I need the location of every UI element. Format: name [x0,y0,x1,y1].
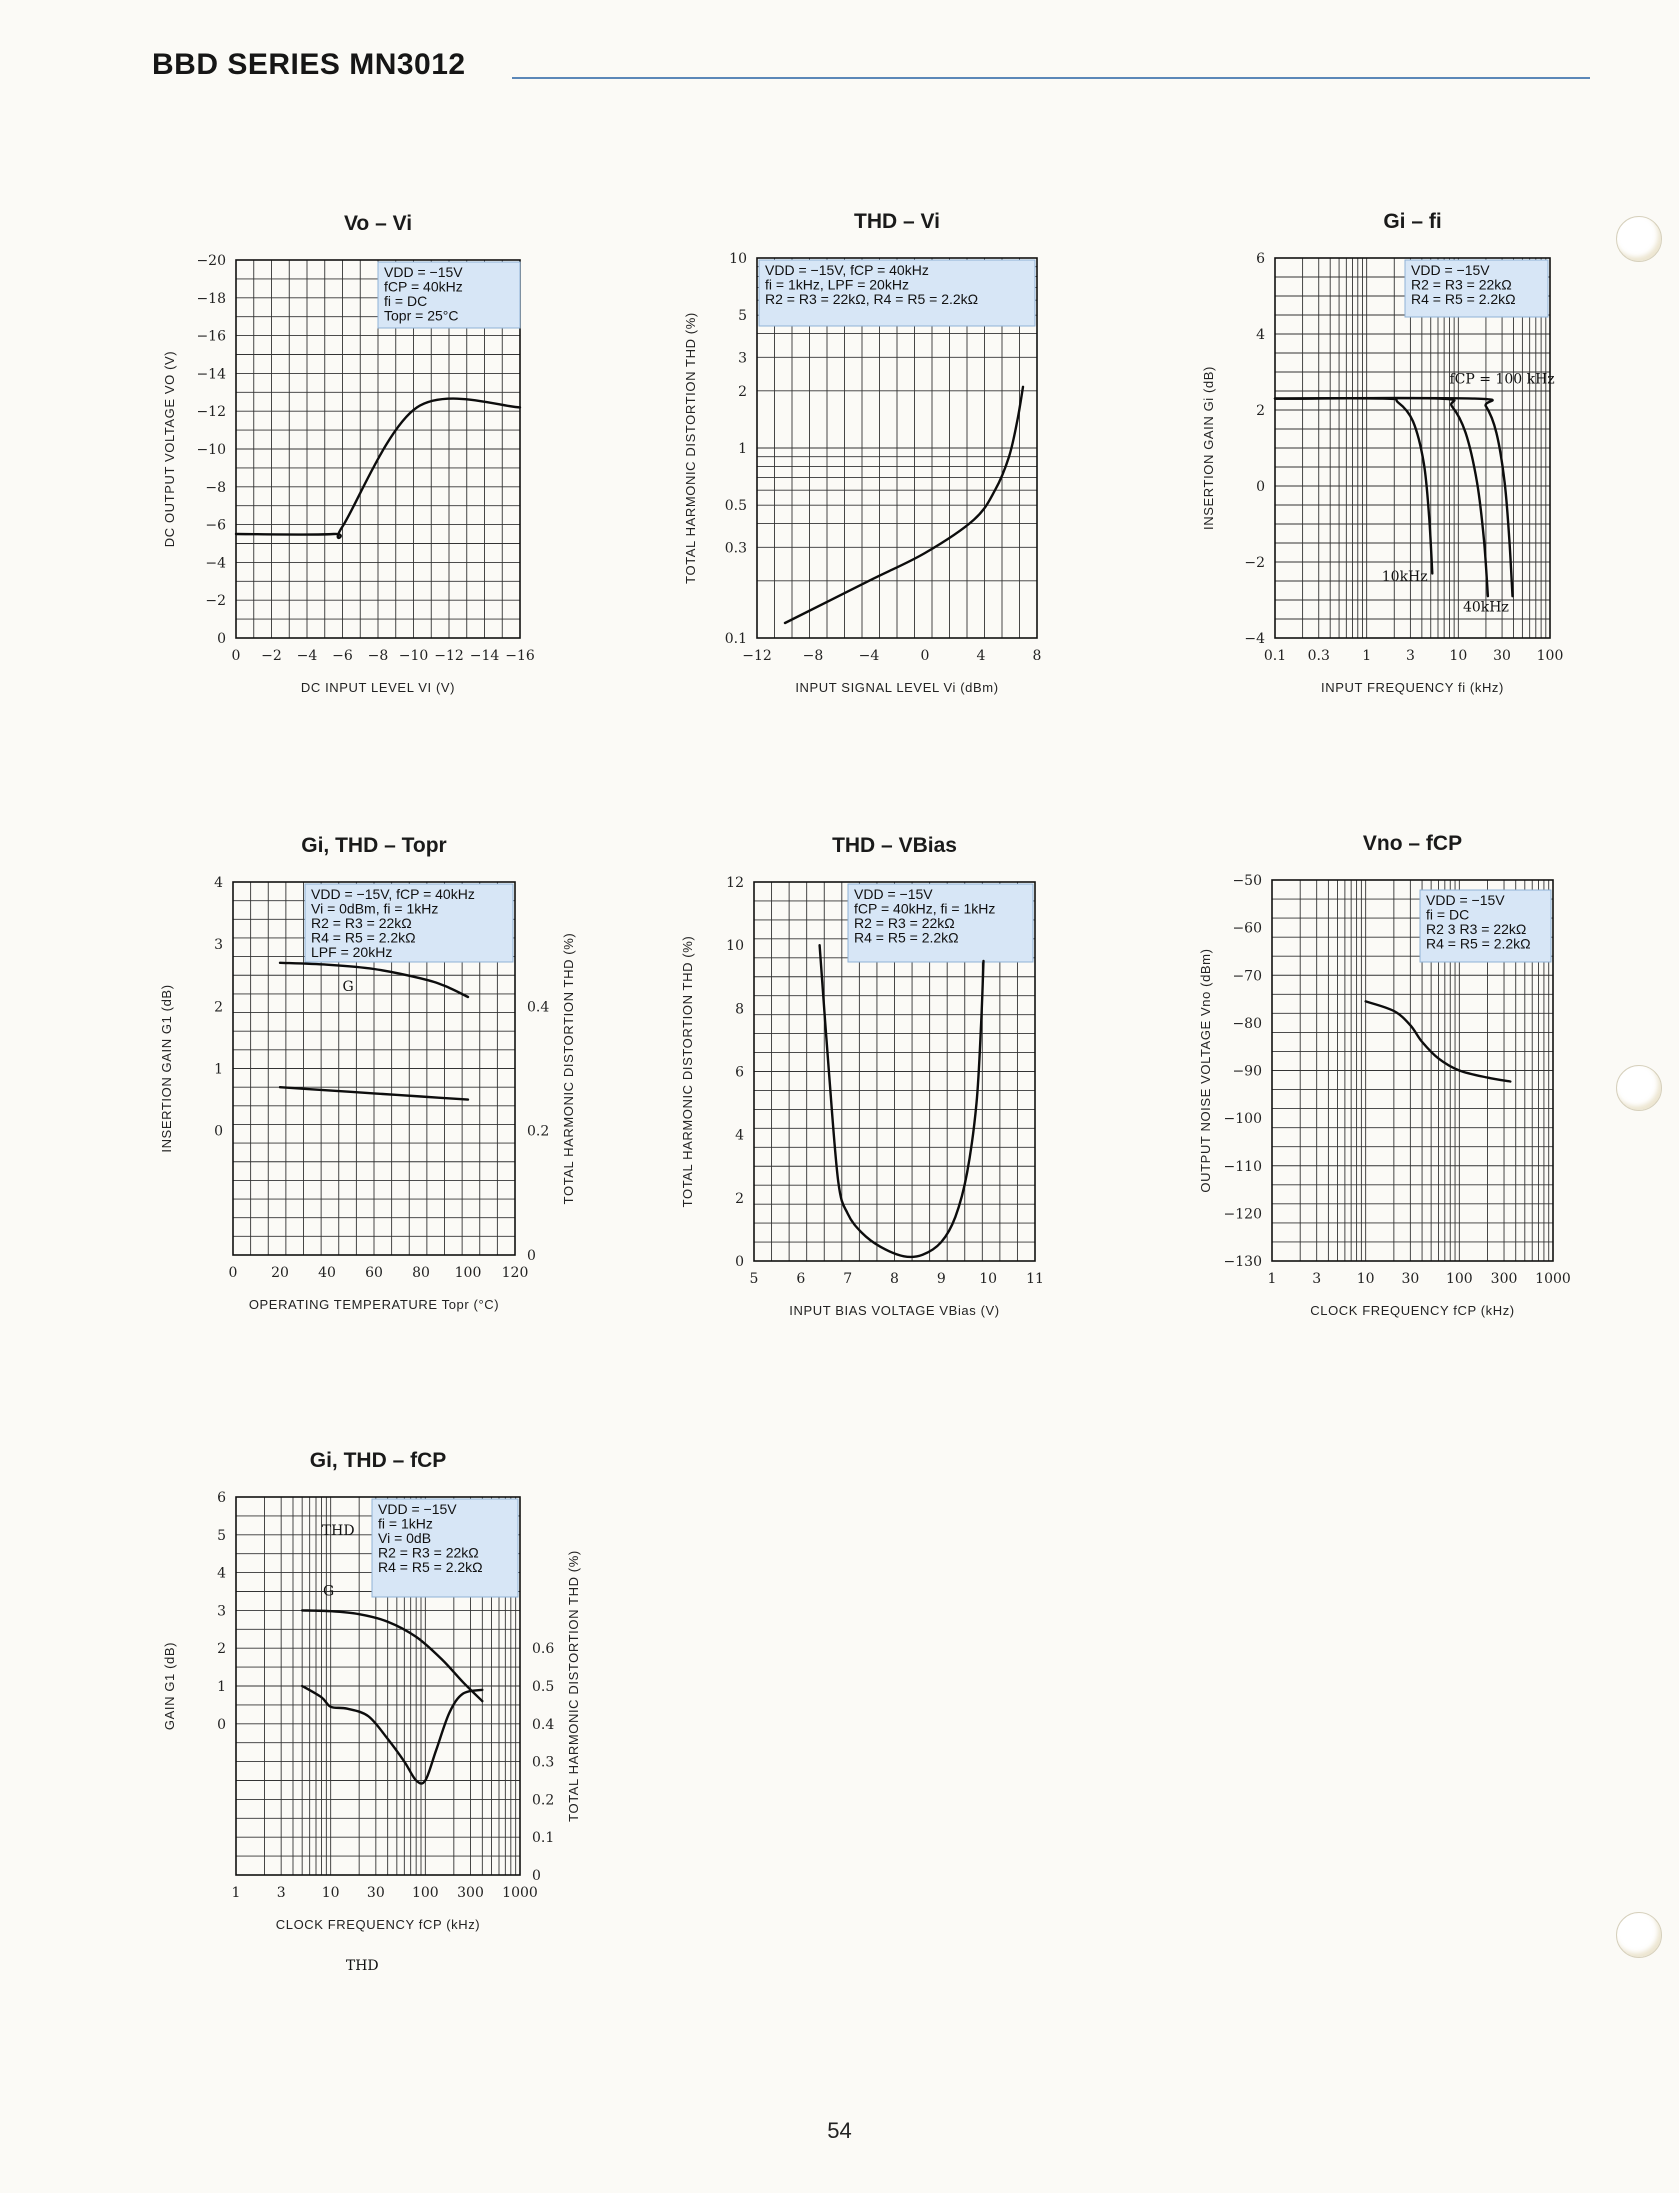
thd-vbias-ylabel: TOTAL HARMONIC DISTORTION THD (%) [680,935,695,1208]
vo-vi-ytick-10: −20 [196,253,226,269]
vo-vi-ytick-2: −4 [205,555,226,572]
vno-fcp-condition-2: R2 3 R3 = 22kΩ [1426,921,1527,937]
thd-vi-xtick-5: 8 [1032,648,1042,664]
gi-thd-fcp-ytick-2: 2 [217,1641,226,1658]
gi-fi-xtick-1: 0.3 [1307,648,1330,664]
thd-vi-xtick-3: 0 [920,648,930,664]
thd-vbias-ytick-0: 0 [735,1254,744,1270]
gi-thd-topr-xtick-3: 60 [365,1265,383,1281]
gi-thd-fcp-y2tick-6: 0.6 [532,1641,555,1658]
vo-vi-ylabel: DC OUTPUT VOLTAGE VO (V) [162,350,177,548]
gi-thd-topr-y2tick-1: 0.2 [527,1123,550,1140]
vno-fcp-xtick-0: 1 [1267,1271,1277,1287]
thd-vbias-ytick-5: 10 [726,938,744,955]
gi-thd-topr-condition-0: VDD = −15V, fCP = 40kHz [311,886,475,902]
thd-vi-xtick-1: −8 [802,648,824,664]
gi-thd-fcp-ytick-5: 5 [217,1527,226,1544]
gi-fi-xtick-0: 0.1 [1263,648,1287,664]
thd-vbias-xtick-1: 6 [796,1271,806,1287]
gi-thd-topr-ylabel: INSERTION GAIN G1 (dB) [159,984,174,1153]
vo-vi-ytick-7: −14 [196,366,226,383]
thd-vbias-ytick-3: 6 [735,1064,744,1081]
vno-fcp-ytick-1: −120 [1223,1206,1262,1223]
gi-thd-topr-xtick-5: 100 [454,1265,482,1281]
thd-vi-xlabel: INPUT SIGNAL LEVEL Vi (dBm) [795,680,999,695]
thd-vbias-condition-2: R2 = R3 = 22kΩ [854,915,955,931]
gi-thd-topr-annotation-0: G [342,978,354,995]
vo-vi-xlabel: DC INPUT LEVEL VI (V) [300,680,456,695]
vno-fcp-xtick-4: 100 [1445,1271,1473,1287]
gi-thd-topr-ytick-3: 3 [214,937,223,954]
gi-thd-fcp-title: Gi, THD – fCP [309,1449,447,1472]
thd-vi-ytick-4: 2 [738,383,747,400]
gi-thd-topr-xlabel: OPERATING TEMPERATURE Topr (°C) [248,1297,500,1312]
gi-fi-xtick-5: 30 [1493,648,1511,664]
gi-thd-topr-xtick-0: 0 [228,1265,238,1281]
gi-fi-ylabel: INSERTION GAIN Gi (dB) [1201,366,1216,530]
vo-vi-ytick-0: 0 [217,631,226,647]
gi-thd-topr-xtick-1: 20 [271,1265,289,1281]
vno-fcp-ytick-0: −130 [1223,1254,1262,1270]
gi-fi-condition-0: VDD = −15V [1411,262,1490,278]
thd-vbias-ytick-2: 4 [735,1127,744,1144]
gi-thd-fcp-xtick-6: 1000 [502,1885,538,1901]
gi-fi-xtick-4: 10 [1449,648,1468,664]
gi-thd-topr-ytick-4: 4 [214,875,223,891]
vno-fcp-xtick-5: 300 [1490,1271,1518,1287]
vno-fcp-ylabel: OUTPUT NOISE VOLTAGE Vno (dBm) [1198,948,1213,1193]
thd-vi-ytick-1: 0.3 [724,540,747,557]
gi-fi-annotation-0: fCP = 100 kHz [1449,371,1555,388]
thd-vi-condition-1: fi = 1kHz, LPF = 20kHz [765,276,909,293]
thd-vi-ytick-6: 5 [738,308,747,325]
vno-fcp-ytick-2: −110 [1223,1158,1262,1175]
gi-fi-ytick-4: 4 [1256,327,1265,343]
gi-thd-topr-condition-1: Vi = 0dBm, fi = 1kHz [311,900,439,917]
vo-vi-condition-0: VDD = −15V [384,264,463,280]
thd-vbias-xlabel: INPUT BIAS VOLTAGE VBias (V) [789,1303,1000,1318]
thd-vbias-condition-1: fCP = 40kHz, fi = 1kHz [854,900,996,917]
binder-hole-middle [1616,1065,1662,1111]
gi-thd-fcp-xlabel: CLOCK FREQUENCY fCP (kHz) [275,1917,481,1932]
vno-fcp-xtick-6: 1000 [1535,1271,1571,1287]
vo-vi-ytick-1: −2 [205,593,226,610]
thd-vi-ylabel: TOTAL HARMONIC DISTORTION THD (%) [683,312,698,584]
vo-vi-ytick-3: −6 [205,517,226,534]
gi-thd-fcp-ylabel: GAIN G1 (dB) [162,1641,177,1731]
thd-vbias-xtick-6: 11 [1026,1271,1044,1287]
gi-thd-fcp-xtick-1: 3 [276,1885,286,1901]
thd-vbias-ytick-4: 8 [735,1001,744,1018]
gi-thd-topr-condition-4: LPF = 20kHz [311,944,393,960]
vo-vi-xtick-1: −2 [261,648,282,664]
gi-thd-fcp-condition-4: R4 = R5 = 2.2kΩ [378,1559,483,1575]
thd-vbias-condition-0: VDD = −15V [854,886,933,902]
vo-vi-ytick-8: −16 [196,328,226,345]
gi-thd-fcp-condition-2: Vi = 0dB [378,1530,432,1546]
thd-vi-xtick-2: −4 [858,648,880,664]
vo-vi-ytick-4: −8 [205,479,226,496]
vo-vi-xtick-2: −4 [296,648,318,664]
gi-thd-fcp-xtick-0: 1 [231,1885,241,1901]
gi-thd-topr-title: Gi, THD – Topr [301,834,447,857]
vno-fcp-ytick-4: −90 [1232,1063,1262,1080]
vo-vi-condition-1: fCP = 40kHz [384,278,463,295]
thd-vi-xtick-0: −12 [742,648,772,664]
gi-fi-xtick-6: 100 [1536,648,1564,664]
gi-thd-topr-xtick-6: 120 [501,1265,529,1281]
gi-thd-fcp-y2label: TOTAL HARMONIC DISTORTION THD (%) [566,1550,581,1822]
gi-thd-fcp-y2tick-2: 0.2 [532,1792,555,1809]
vno-fcp-condition-3: R4 = R5 = 2.2kΩ [1426,935,1531,952]
gi-thd-fcp-condition-1: fi = 1kHz [378,1515,433,1532]
gi-thd-fcp-ytick-4: 4 [217,1565,226,1582]
gi-thd-topr-y2tick-2: 0.4 [527,999,550,1016]
vno-fcp-ytick-7: −60 [1232,920,1262,937]
thd-vbias-xtick-5: 10 [979,1271,998,1287]
gi-fi-condition-1: R2 = R3 = 22kΩ [1411,276,1512,293]
vo-vi-xtick-3: −6 [332,648,353,664]
gi-thd-topr-ytick-0: 0 [214,1123,223,1140]
vo-vi-xtick-8: −16 [505,648,535,664]
gi-thd-topr-xtick-2: 40 [318,1265,336,1281]
gi-thd-fcp-ytick-3: 3 [217,1603,226,1620]
gi-thd-fcp-ytick-0: 0 [217,1716,226,1733]
gi-thd-topr-y2label: TOTAL HARMONIC DISTORTION THD (%) [561,932,576,1205]
vo-vi-condition-2: fi = DC [384,293,428,309]
thd-vbias-xtick-2: 7 [843,1271,853,1287]
vo-vi-xtick-7: −14 [469,648,500,664]
gi-thd-topr-annotation-1: THD [345,1957,379,1974]
gi-thd-topr-condition-2: R2 = R3 = 22kΩ [311,915,412,931]
thd-vi-xtick-4: 4 [976,648,986,664]
gi-thd-topr-ytick-2: 2 [214,999,223,1016]
gi-fi-ytick-0: −4 [1244,631,1265,647]
vno-fcp-condition-0: VDD = −15V [1426,892,1505,908]
gi-fi-xtick-3: 3 [1405,648,1415,664]
thd-vbias-title: THD – VBias [832,834,957,857]
gi-thd-fcp-xtick-3: 30 [366,1885,385,1901]
gi-thd-fcp-condition-0: VDD = −15V [378,1501,457,1517]
vno-fcp-xtick-2: 10 [1356,1271,1375,1287]
gi-thd-topr-xtick-4: 80 [412,1265,430,1281]
thd-vbias-ytick-6: 12 [726,875,744,891]
thd-vbias-xtick-3: 8 [890,1271,899,1287]
vno-fcp-xtick-3: 30 [1401,1271,1420,1287]
binder-hole-top [1616,216,1662,262]
vo-vi-xtick-6: −12 [434,648,464,664]
gi-thd-fcp-series-1 [302,1686,482,1784]
vo-vi-title: Vo – Vi [343,212,413,235]
vno-fcp-condition-1: fi = DC [1426,906,1470,923]
gi-fi-xtick-2: 1 [1362,648,1372,664]
binder-hole-bottom [1616,1912,1662,1958]
gi-thd-fcp-y2tick-4: 0.4 [532,1716,555,1733]
gi-thd-topr-y2tick-0: 0 [527,1248,536,1264]
page-header-title: BBD SERIES MN3012 [152,48,466,81]
gi-thd-topr-condition-3: R4 = R5 = 2.2kΩ [311,929,416,946]
vo-vi-xtick-5: −10 [398,648,429,664]
gi-thd-fcp-y2tick-0: 0 [532,1868,541,1884]
vno-fcp-title: Vno – fCP [1362,832,1463,855]
vo-vi-ytick-9: −18 [196,290,226,307]
thd-vi-title: THD – Vi [854,210,940,233]
gi-fi-annotation-2: 40kHz [1462,599,1509,616]
gi-thd-fcp-y2tick-5: 0.5 [532,1679,555,1695]
vo-vi-xtick-0: 0 [231,648,241,664]
gi-fi-ytick-5: 6 [1256,251,1265,267]
thd-vbias-ytick-1: 2 [735,1190,744,1207]
vno-fcp-ytick-5: −80 [1232,1015,1262,1032]
gi-thd-fcp-condition-3: R2 = R3 = 22kΩ [378,1544,479,1561]
thd-vi-ytick-7: 10 [729,251,747,267]
gi-fi-ytick-1: −2 [1244,555,1265,571]
vno-fcp-ytick-8: −50 [1232,873,1262,889]
gi-thd-fcp-xtick-2: 10 [321,1885,340,1901]
thd-vbias-condition-3: R4 = R5 = 2.2kΩ [854,929,959,946]
thd-vbias-xtick-4: 9 [936,1271,946,1287]
gi-thd-topr-ytick-1: 1 [214,1061,223,1078]
gi-thd-fcp-y2tick-3: 0.3 [532,1754,555,1771]
gi-thd-fcp-annotation-1: THD [321,1522,355,1539]
gi-thd-fcp-ytick-1: 1 [217,1679,226,1695]
vno-fcp-ytick-3: −100 [1223,1111,1262,1128]
gi-fi-annotation-1: 10kHz [1381,569,1428,585]
vno-fcp-xlabel: CLOCK FREQUENCY fCP (kHz) [1310,1303,1515,1318]
vno-fcp-xtick-1: 3 [1312,1271,1322,1287]
thd-vi-ytick-2: 0.5 [724,498,747,515]
thd-vbias-xtick-0: 5 [749,1271,759,1287]
thd-vi-ytick-0: 0.1 [724,631,747,647]
thd-vi-ytick-5: 3 [738,350,747,367]
vo-vi-ytick-5: −10 [196,442,226,458]
gi-thd-fcp-y2tick-1: 0.1 [532,1830,555,1847]
page-number: 54 [827,2118,852,2143]
thd-vi-ytick-3: 1 [738,441,747,457]
gi-thd-fcp-annotation-0: G [322,1583,335,1600]
gi-thd-fcp-ytick-6: 6 [217,1490,226,1506]
gi-fi-title: Gi – fi [1383,210,1442,233]
gi-fi-xlabel: INPUT FREQUENCY fi (kHz) [1321,680,1504,695]
vno-fcp-ytick-6: −70 [1232,968,1262,985]
gi-thd-fcp-xtick-5: 300 [457,1885,484,1901]
gi-fi-condition-2: R4 = R5 = 2.2kΩ [1411,291,1516,307]
vo-vi-xtick-4: −8 [367,648,389,664]
thd-vi-condition-2: R2 = R3 = 22kΩ, R4 = R5 = 2.2kΩ [765,291,979,307]
gi-thd-fcp-series-0 [302,1610,482,1701]
gi-fi-ytick-3: 2 [1256,403,1265,419]
vo-vi-ytick-6: −12 [196,404,226,421]
gi-thd-fcp-xtick-4: 100 [411,1885,439,1901]
thd-vi-condition-0: VDD = −15V, fCP = 40kHz [765,262,929,278]
gi-fi-ytick-2: 0 [1256,479,1265,495]
vo-vi-condition-3: Topr = 25°C [384,307,459,324]
